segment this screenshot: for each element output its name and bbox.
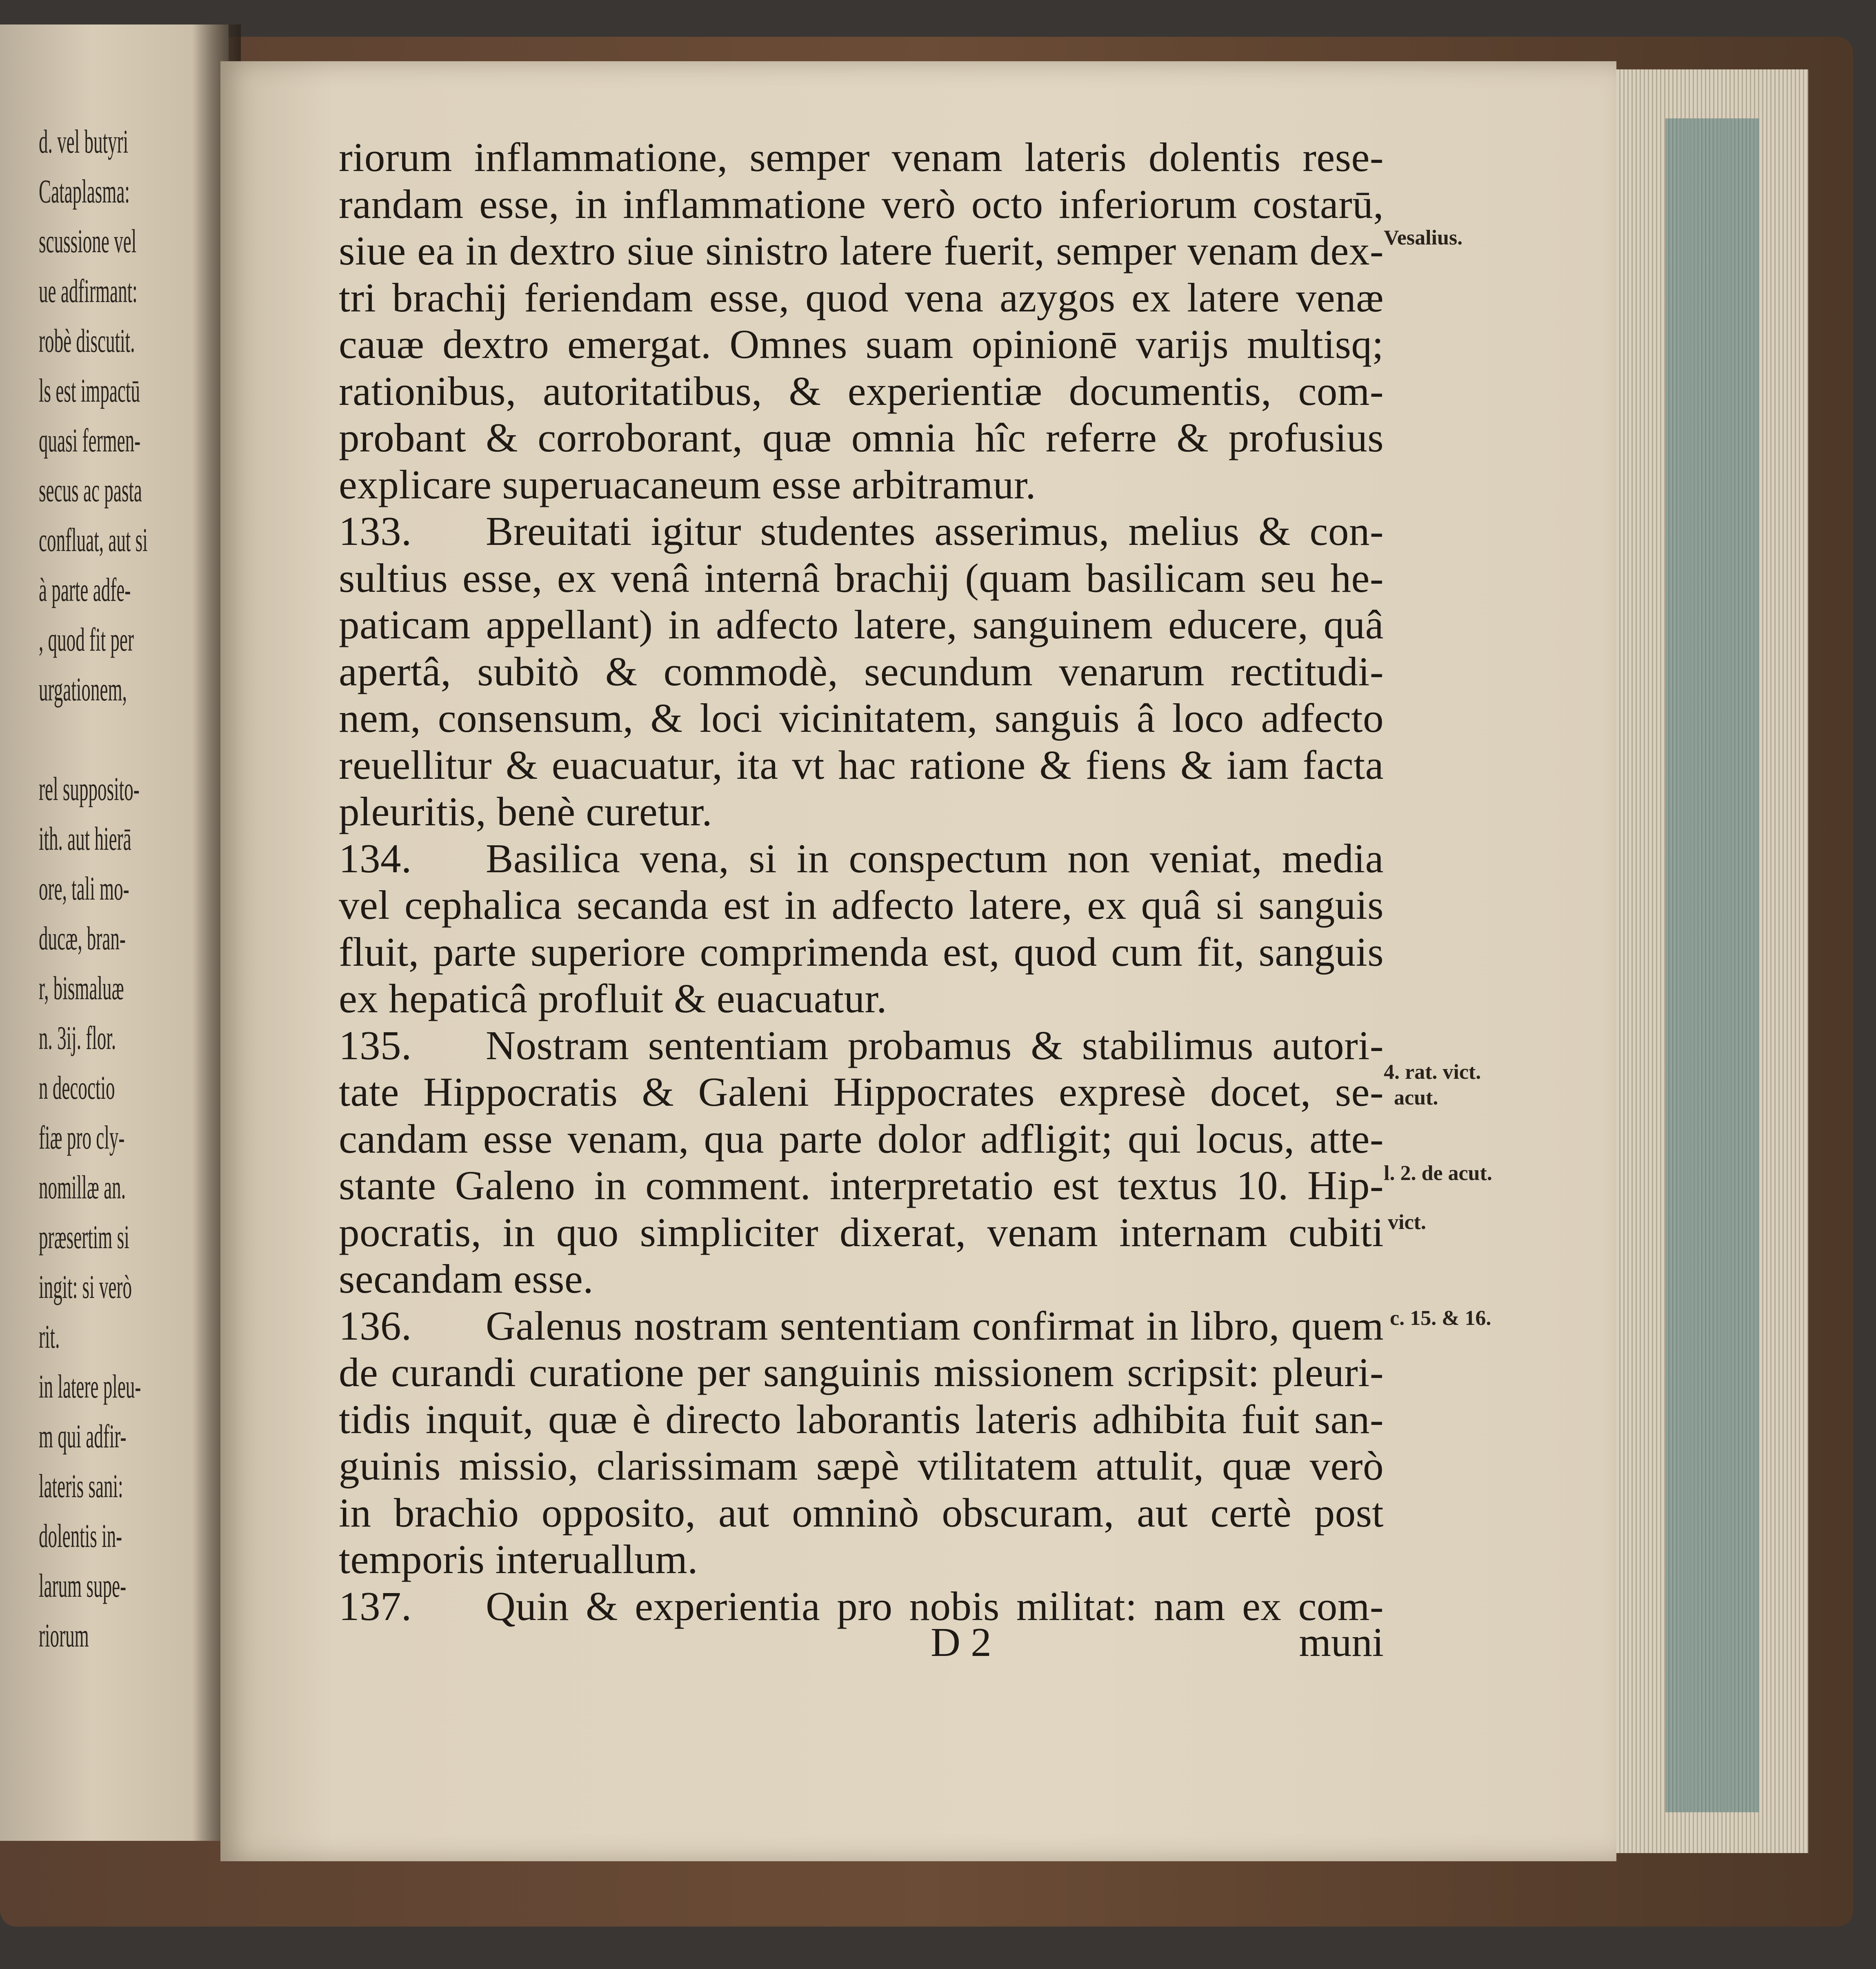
left-page-fragment: n decoctio — [39, 1069, 115, 1106]
left-page-fragment: lateris sani: — [39, 1467, 123, 1505]
left-page-fragment: urgationem, — [39, 671, 127, 708]
margin-note-ref-vict: vict. — [1388, 1211, 1426, 1234]
margin-note-ref-acut: acut. — [1394, 1086, 1438, 1109]
left-page-fragment: confluat, aut si — [39, 521, 148, 558]
left-page-fragment: nomillæ an. — [39, 1169, 126, 1206]
line-text: tri brachij feriendam esse, quod vena azygos ex latere venæ — [339, 274, 1384, 320]
line-text: reuellitur & euacuatur, ita vt hac ratione & fiens & iam facta — [339, 742, 1384, 788]
line-text: Quin & experientia pro nobis militat: nam ex com- — [486, 1583, 1384, 1629]
line-text: secandam esse. — [339, 1256, 593, 1302]
margin-note-ref-c15: c. 15. & 16. — [1390, 1307, 1491, 1330]
line-text: temporis interuallum. — [339, 1536, 698, 1582]
line-text: riorum inflammatione, semper venam lateris dolentis rese- — [339, 134, 1384, 180]
left-page-fragment: larum supe- — [39, 1567, 127, 1604]
line-text: stante Galeno in comment. interpretatio est textus 10. Hip- — [339, 1162, 1384, 1208]
left-page-fragment: robè discutit. — [39, 322, 135, 359]
catchword: muni — [1299, 1619, 1384, 1665]
line-text: Basilica vena, si in conspectum non veniat, media — [486, 835, 1384, 881]
left-page-fragment: ingit: si verò — [39, 1268, 132, 1305]
left-page-fragment: riorum — [39, 1617, 89, 1654]
line-text: tate Hippocratis & Galeni Hippocrates expresè docet, se- — [339, 1069, 1384, 1115]
page-footer — [339, 1618, 1384, 1676]
left-page-fragment: secus ac pasta — [39, 471, 142, 509]
left-page-fragment: ls est impactū — [39, 372, 140, 409]
line-text: paticam appellant) in adfecto latere, sanguinem educere, quâ — [339, 602, 1384, 647]
line-text: apertâ, subitò & commodè, secundum venarum rectitudi- — [339, 648, 1384, 694]
line-text: Nostram sententiam probamus & stabilimus autori- — [486, 1022, 1384, 1068]
line-text: vel cephalica secanda est in adfecto latere, ex quâ si sanguis — [339, 882, 1384, 928]
left-page-fragment: n. 3ij. flor. — [39, 1019, 116, 1056]
line-text: randam esse, in inflammatione verò octo inferiorum costarū, — [339, 181, 1384, 227]
line-text: pleuritis, benè curetur. — [339, 789, 713, 834]
line-text: ex hepaticâ profluit & euacuatur. — [339, 976, 887, 1021]
line-text: sultius esse, ex venâ internâ brachij (quam basilicam seu he- — [339, 555, 1384, 601]
signature-mark: D 2 — [931, 1619, 991, 1665]
line-text: rationibus, autoritatibus, & experientiæ documentis, com- — [339, 368, 1384, 414]
margin-note-vesalius: Vesalius. — [1384, 226, 1463, 249]
left-page-fragment: dolentis in- — [39, 1517, 122, 1554]
left-page-fragment: ith. aut hierā — [39, 820, 131, 857]
left-page-fragment: fiæ pro cly- — [39, 1119, 125, 1156]
left-page-fragment: Cataplasma: — [39, 173, 130, 210]
line-text: Galenus nostram sententiam confirmat in libro, quem — [486, 1302, 1384, 1349]
left-page-fragment: ue adfirmant: — [39, 272, 138, 309]
line-text: nem, consensum, & loci vicinitatem, sanguis â loco adfecto — [339, 695, 1384, 741]
left-page-fragment: d. vel butyri — [39, 123, 129, 160]
line-text: in brachio opposito, aut omninò obscuram, aut certè post — [339, 1489, 1384, 1536]
margin-note-ref-4rat: 4. rat. vict. — [1384, 1060, 1481, 1084]
paragraph-number: 135. — [339, 1022, 412, 1068]
line-text: Breuitati igitur studentes asserimus, melius & con- — [486, 508, 1384, 554]
left-page-fragment: , quod fit per — [39, 621, 134, 658]
paragraph-number: 133. — [339, 508, 412, 554]
line-text: tidis inquit, quæ è directo laborantis lateris adhibita fuit san- — [339, 1396, 1384, 1442]
left-page-fragment: præsertim si — [39, 1218, 129, 1256]
line-text: pocratis, in quo simpliciter dixerat, venam internam cubiti — [339, 1209, 1384, 1255]
line-text: fluit, parte superiore comprimenda est, quod cum fit, sanguis — [339, 929, 1384, 975]
line-text: explicare superuacaneum esse arbitramur. — [339, 461, 1036, 507]
left-page-fragment: rit. — [39, 1318, 60, 1355]
colored-page-edge — [1665, 118, 1759, 1812]
left-page-fragment: r, bismaluæ — [39, 969, 124, 1007]
left-page-fragment: in latere pleu- — [39, 1368, 141, 1405]
left-page-fragment: scussione vel — [39, 222, 137, 260]
margin-note-ref-l2: l. 2. de acut. — [1384, 1162, 1492, 1185]
left-page-fragment: ore, tali mo- — [39, 870, 129, 907]
line-text: cauæ dextro emergat. Omnes suam opinionē varijs multisq; — [339, 321, 1384, 367]
line-text: de curandi curatione per sanguinis missionem scripsit: pleuri- — [339, 1349, 1384, 1395]
line-text: guinis missio, clarissimam sæpè vtilitatem attulit, quæ verò — [339, 1443, 1384, 1489]
left-page-fragment: m qui adfir- — [39, 1418, 127, 1455]
left-page-fragment: rel supposito- — [39, 770, 140, 807]
paragraph-number: 134. — [339, 835, 412, 881]
paragraph-number: 137. — [339, 1583, 412, 1629]
line-text: candam esse venam, qua parte dolor adfligit; qui locus, atte- — [339, 1116, 1384, 1162]
line-text: probant & corroborant, quæ omnia hîc referre & profusius — [339, 415, 1384, 460]
line-text: siue ea in dextro siue sinistro latere fuerit, semper venam dex- — [339, 228, 1384, 273]
left-page-fragment: à parte adfe- — [39, 571, 131, 608]
left-page-fragment: quasi fermen- — [39, 422, 141, 459]
paragraph-number: 136. — [339, 1302, 412, 1349]
left-page-fragment: ducæ, bran- — [39, 920, 126, 957]
